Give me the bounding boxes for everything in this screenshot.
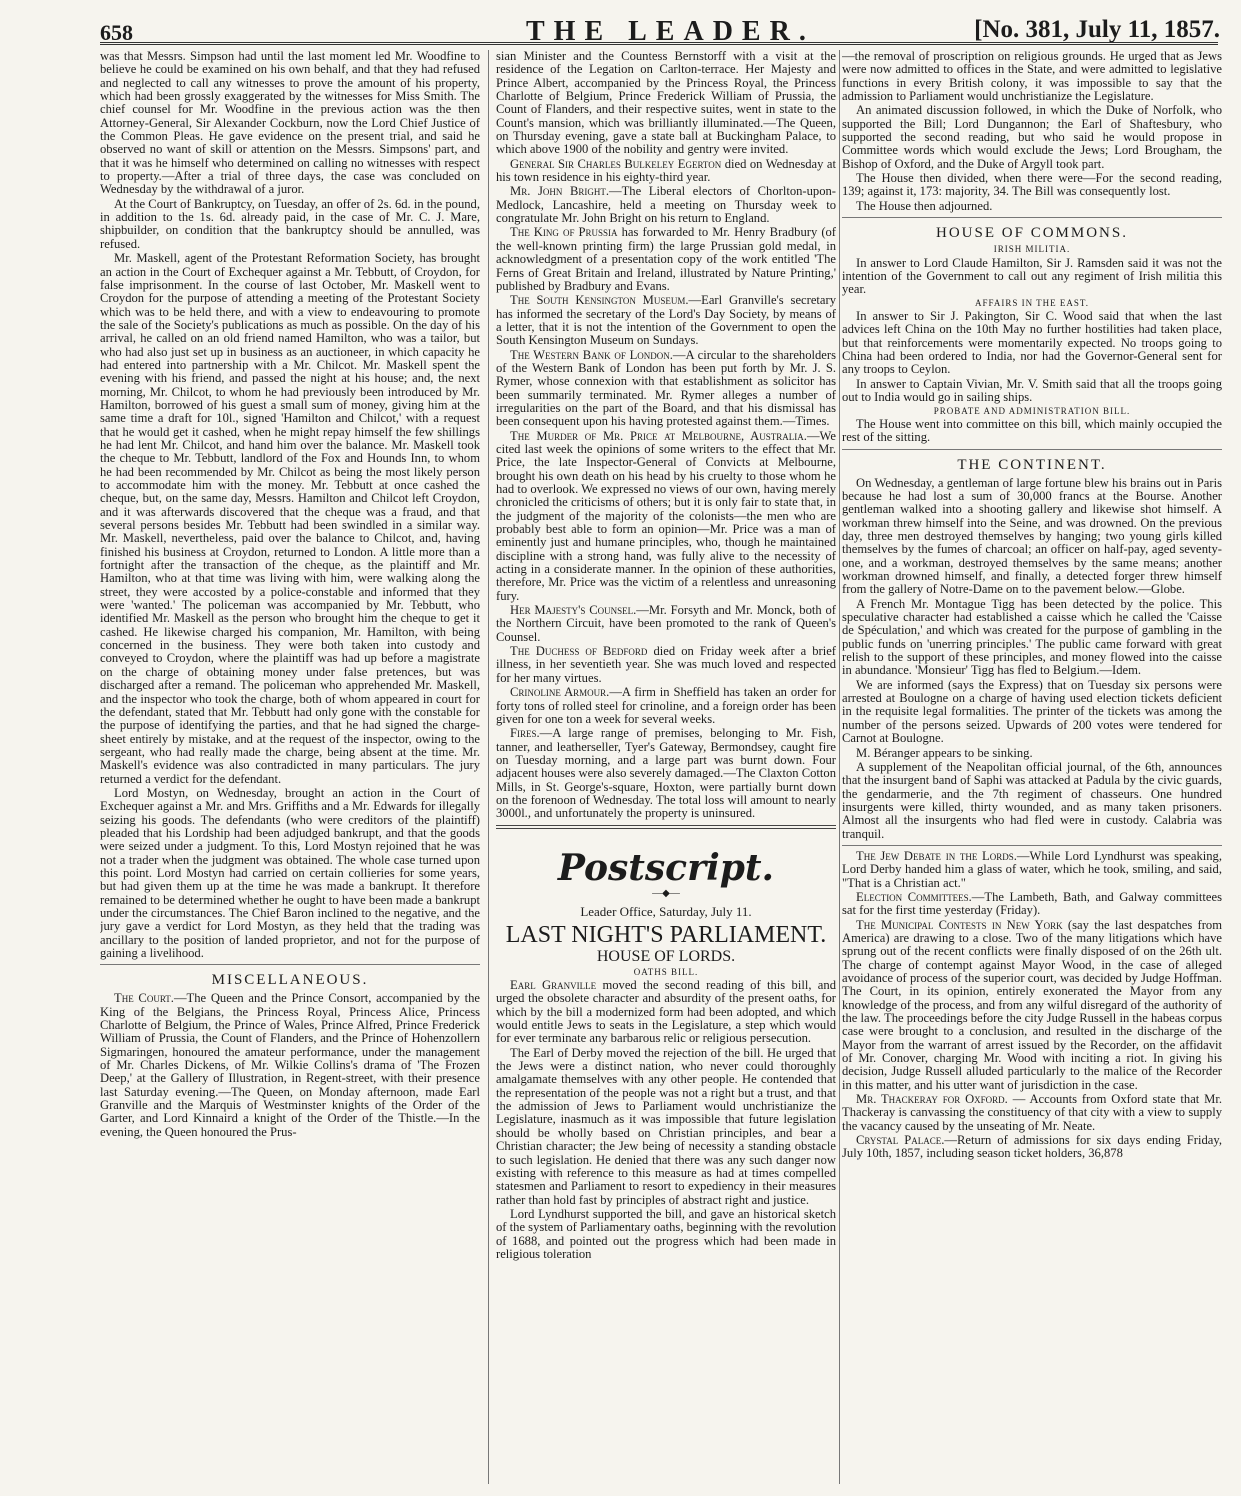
postscript-heading: Postscript. bbox=[557, 846, 775, 889]
article-paragraph: The Earl of Derby moved the rejection of the bill. He urged that the Jews were a distinct nation, who never could thoroughly amalgamate themselves with any other people. He contended that the representation of the people was not a right but a trust, and that the admission of Jews to Parliament would unchristianize the Legislature, inasmuch as it was impossible that future legislation should be wholly based on Christian principles, and bear a Christian character; the Jew being of necessity a standing obstacle to such legislation. He denied that there was any such danger now existing with reference to this measure as had at times compelled statesmen and Parliament to resort to expediency in their measures rather than hold fast by principles of abstract right and justice. bbox=[496, 1045, 836, 1207]
house-of-lords-heading: HOUSE OF LORDS. bbox=[596, 947, 736, 965]
news-item bbox=[496, 294, 836, 347]
item-text: —A firm in Sheffield has taken an order for forty tons of rolled steel for crinoline, and a foreign order has been given for one ton a week for several weeks. bbox=[496, 685, 836, 726]
item-lead: The King of Prussia bbox=[510, 225, 618, 240]
column-divider bbox=[488, 50, 489, 1484]
article-paragraph: The House then adjourned. bbox=[856, 198, 993, 213]
news-item bbox=[842, 850, 1222, 890]
column-3 bbox=[842, 50, 1222, 1484]
news-item bbox=[496, 226, 836, 293]
news-item bbox=[496, 645, 836, 685]
article-paragraph: We are informed (says the Express) that on Tuesday six persons were arrested at Boulogne on a charge of having used election tickets deficient in the requisite legal formalities. The printer of the tickets was among the number of the persons seized. Upwards of 200 votes were tendered for Carnot at Boulogne. bbox=[842, 677, 1222, 746]
item-lead: The Western Bank of London. bbox=[510, 347, 673, 362]
house-of-commons-heading: HOUSE OF COMMONS. bbox=[936, 225, 1128, 242]
section-rule bbox=[842, 845, 1222, 846]
item-text: —Mr. Forsyth and Mr. Monck, both of the Northern Circuit, have been promoted to the rank of Queen's Counsel. bbox=[496, 603, 836, 644]
article-paragraph: —the removal of proscription on religious grounds. He urged that as Jews were now admitted to offices in the State, and were admitted to legislative functions in every British colony, it was impossible to say that the admission to Parliament would unchristianize the Legislature. bbox=[842, 50, 1222, 104]
news-item bbox=[842, 1134, 1222, 1161]
item-text: — Accounts from Oxford state that Mr. Thackeray is canvassing the constituency of that city with a view to supply the vacancy caused by the unseating of Mr. Neate. bbox=[842, 1092, 1222, 1133]
paragraph-text: —The Queen and the Prince Consort, accompanied by the King of the Belgians, the Princess Royal, Princess Alice, Princess Charlotte of Belgium, the Prince of Wales, Prince Alfred, Prince Frederick William of Prussia, the Count of Flanders, and the Prince of Hohenzollern Sigmaringen, honoured the amateur performance, under the management of Mr. Charles Dickens, of Mr. Wilkie Collins's drama of 'The Frozen Deep,' at the Gallery of Illustration, in Regent-street, with their presence last Saturday evening.—The Queen, on Monday afternoon, made Earl Granville and the Marquis of Westminster knights of the Order of the Garter, and Lord Kinnaird a knight of the Order of the Thistle.—In the evening, the Queen honoured the Prus- bbox=[100, 991, 480, 1139]
article-paragraph: M. Béranger appears to be sinking. bbox=[856, 745, 1033, 760]
article-paragraph: In answer to Captain Vivian, Mr. V. Smith said that all the troops going out to India would go in sailing ships. bbox=[842, 376, 1222, 405]
news-item bbox=[496, 686, 836, 726]
item-text: —The Lambeth, Bath, and Galway committees sat for the first time yesterday (Friday). bbox=[842, 889, 1222, 918]
newspaper-title: THE LEADER. bbox=[526, 16, 815, 47]
subheading-affairs-east: AFFAIRS IN THE EAST. bbox=[974, 297, 1089, 308]
item-lead: Crinoline Armour. bbox=[510, 685, 610, 700]
item-text: —Return of admissions for six days ending Friday, July 10th, 1857, including season ticket holders, 36,878 bbox=[842, 1133, 1222, 1161]
article-paragraph: was that Messrs. Simpson had until the last moment led Mr. Woodfine to believe he could be examined on his own behalf, and that they had refused and neglected to call any witnesses to prove the amount of his property, which had been grossly exaggerated by the witnesses for Miss Smith. The chief counsel for Mr. Woodfine in the previous action was the then Attorney-General, Sir Alexander Cockburn, now the Lord Chief Justice of the Common Pleas. He gave evidence on the present trial, and said he observed no want of skill or attention on the Messrs. Simpsons' part, and that it was he himself who determined on calling no witnesses with respect to property.—After a trial of three days, the case was concluded on Wednesday by the withdrawal of a juror. bbox=[100, 50, 480, 197]
item-lead: Election Committees. bbox=[856, 889, 972, 904]
paragraph-lead: Earl Granville bbox=[510, 978, 597, 993]
item-text: (say the last despatches from America) are drawing to a close. Two of the many litigations which have sprung out of the recent conflicts were finally disposed of on the 26th ult. The charge of contempt against Mayor Wood, in the case of alleged avoidance of process of the superior court, was decided by Judge Hoffman. The Court, in its opinion, entirely exonerated the Mayor from any knowledge of the process, and from any wilful disregard of the authority of the law. The proceedings before the city Judge Russell in the habeas corpus case were brought to a conclusion, and resulted in the discharge of the Mayor from the warrant of arrest issued by the Recorder, on the affidavit of Mr. Conover, charging Mr. Wood with inciting a riot. In giving his decision, Judge Russell alluded particularly to the malice of the Recorder in this matter, and his utter want of jurisdiction in the case. bbox=[842, 917, 1222, 1092]
article-paragraph: An animated discussion followed, in which the Duke of Norfolk, who supported the Bill; Lord Dungannon; the Earl of Shaftesbury, who supported the second reading, but who said he would propose in Committee words which would exclude the Jews; Lord Brougham, the Bishop of Oxford, and the Duke of Argyll took part. bbox=[842, 103, 1222, 171]
subheading-oaths-bill: OATHS BILL. bbox=[633, 966, 699, 977]
dateline: Leader Office, Saturday, July 11. bbox=[580, 904, 752, 920]
article-paragraph: sian Minister and the Countess Bernstorff with a visit at the residence of the Legation on Carlton-terrace. Her Majesty and Prince Albert, accompanied by the Princess Royal, the Princess Charlotte of Belgium, Prince Frederick William of Prussia, the Count of Flanders, and their respective suites, went in state to the Count's mansion, which was brilliantly illuminated.—The Queen, on Thursday evening, gave a state ball at Buckingham Palace, to which above 1900 of the nobility and gentry were invited. bbox=[496, 50, 836, 157]
item-lead: Fires. bbox=[510, 726, 540, 741]
news-item bbox=[496, 158, 836, 185]
news-item bbox=[496, 349, 836, 429]
item-lead: The Duchess of Bedford bbox=[510, 644, 648, 659]
article-paragraph: A supplement of the Neapolitan official journal, of the 6th, announces that the insurgent band of Saphi was attacked at Padula by the civic guards, the gendarmerie, and the 7th regiment of chasseurs. One hundred insurgents were killed, thirty wounded, and as many taken prisoners. Almost all the insurgents who had fled were in custody. Calabria was tranquil. bbox=[842, 759, 1222, 841]
item-lead: The Municipal Contests in New York bbox=[856, 917, 1063, 932]
item-text: has forwarded to Mr. Henry Bradbury (of the well-known printing firm) the large Prussian gold medal, in acknowledgment of a presentation copy of the work entitled 'The Ferns of Great Britain and Ireland, illustrated by Nature Printing,' published by Bradbury and Evans. bbox=[496, 225, 836, 293]
paragraph-text: moved the second reading of this bill, and urged the obsolete character and absurdity of the present oaths, for which by the bill a modernized form had been adopted, and which would entitle Jews to seats in the Legislature, a step which would for ever terminate any barbarous relic or religious persecution. bbox=[496, 978, 836, 1046]
article-paragraph bbox=[496, 979, 836, 1046]
news-item bbox=[496, 185, 836, 225]
news-item bbox=[496, 604, 836, 644]
section-rule bbox=[842, 449, 1222, 450]
article-paragraph: On Wednesday, a gentleman of large fortune blew his brains out in Paris because he had lost a sum of 30,000 francs at the Bourse. Another gentleman walked into a shooting gallery and likewise shot himself. A workman threw himself into the Seine, and was drowned. On the previous day, three men destroyed themselves by hanging; two young girls killed themselves by the fumes of charcoal; an officer on half-pay, aged seventy-one, and a workman, destroyed themselves by the same means; another workman drowned himself, and finally, a detected forger threw himself from the gallery of Notre-Dame on to the pavement below.—Globe. bbox=[842, 475, 1222, 597]
item-text: died on Wednesday at his town residence in his eighty-third year. bbox=[496, 156, 836, 185]
item-text: —Earl Granville's secretary has informed the secretary of the Lord's Day Society, by means of a letter, that it is not the intention of the Government to open the South Kensington Museum on Sundays. bbox=[496, 293, 836, 348]
item-lead: Mr. Thackeray for Oxford. bbox=[856, 1092, 1008, 1107]
article-paragraph: The House went into committee on this bill, which mainly occupied the rest of the sitting. bbox=[842, 417, 1222, 445]
item-lead: Crystal Palace. bbox=[856, 1133, 945, 1148]
article-paragraph: Mr. Maskell, agent of the Protestant Reformation Society, has brought an action in the Court of Exchequer against a Mr. Tebbutt, of Croydon, for false imprisonment. In the course of last October, Mr. Maskell went to Croydon for the purpose of attending a meeting of the Protestant Society which was to be held there, and with a view to endeavouring to promote the sale of the Society's publications as much as possible. On the day of his arrival, he called on an old friend named Hamilton, who was a tailor, but who had also just set up in business as an auctioneer, in which capacity he had entered into partnership with a Mr. Chilcot. Mr. Maskell spent the evening with his friend, and passed the night at his house; and, the next morning, Mr. Chilcot, to whom he had previously been introduced by Mr. Hamilton, borrowed of his guest a small sum of money, giving him at the same time a draft for 10l., signed 'Hamilton and Chilcot,' with a request that he would get it cashed, when he might repay himself the few shillings he had lent Mr. Chilcot, and hand him over the balance. Mr. Maskell took the cheque to Mr. Tebbutt, landlord of the Fox and Hounds Inn, to whom he had been recommended by Mr. Chilcot as being the most likely person to accommodate him with the money. Mr. Tebbutt at once cashed the cheque, but, on the same day, Messrs. Hamilton and Chilcot left Croydon, and it was afterwards discovered that the cheque was a fraud, and that several persons besides Mr. Tebbutt had been swindled in a similar way. Mr. Maskell, nevertheless, paid over the balance to Chilcot, and, having finished his business at Croydon, returned to London. A little more than a fortnight after the transaction of the cheque, as the plaintiff and Mr. Hamilton, who at that time was living with him, were walking along the street, they were accosted by a police-constable and informed that they were 'wanted.' The policeman was accompanied by Mr. Tebbutt, who identified Mr. Maskell as the person who brought him the cheque to get it cashed. He likewise charged his companion, Mr. Hamilton, with being concerned in the business. They were both taken into custody and conveyed to Croydon, where the plaintiff was had up before a magistrate on the charge of obtaining money under false pretences, but was discharged after a remand. The policeman who apprehended Mr. Maskell, and the inspector who took the charge, both of whom appeared in court for the defendant, stated that Mr. Tebbutt had only gone with the constable for the purpose of identifying the parties, and that he had signed the charge-sheet entirely by mistake, and at the request of the inspector, owing to the sergeant, who had really made the charge, being absent at the time. Mr. Maskell's evidence was also contradicted in many particulars. The jury returned a verdict for the defendant. bbox=[100, 251, 480, 786]
issue-info: [No. 381, July 11, 1857. bbox=[974, 16, 1220, 43]
parliament-heading: LAST NIGHT'S PARLIAMENT. bbox=[505, 922, 827, 949]
article-paragraph: At the Court of Bankruptcy, on Tuesday, an offer of 2s. 6d. in the pound, in addition to the 1s. 6d. already paid, in the case of Mr. C. J. Mare, shipbuilder, on condition that the bankruptcy should be annulled, was refused. bbox=[100, 196, 480, 251]
article-paragraph: In answer to Sir J. Pakington, Sir C. Wood said that when the last advices left China on the 10th May no further hostilities had taken place, but that reinforcements were momentarily expected. No troops going to China had been ordered to India, nor had the Governor-General sent for any troops to Ceylon. bbox=[842, 309, 1222, 377]
page-number: 658 bbox=[100, 20, 133, 45]
item-lead: The Murder of Mr. Price at Melbourne, Australia. bbox=[510, 428, 807, 443]
column-2 bbox=[496, 50, 836, 1484]
ornament-divider: —◆— bbox=[652, 887, 680, 899]
news-item bbox=[496, 430, 836, 603]
subheading-probate: PROBATE AND ADMINISTRATION BILL. bbox=[933, 405, 1131, 416]
paragraph-lead: The Court. bbox=[114, 991, 174, 1006]
article-paragraph bbox=[100, 992, 480, 1139]
section-heading-miscellaneous: MISCELLANEOUS. bbox=[211, 972, 369, 989]
page-header bbox=[100, 6, 1220, 47]
item-text: —While Lord Lyndhurst was speaking, Lord Derby handed him a glass of water, which he took, smiling, and said, "That is a Christian act." bbox=[842, 848, 1222, 890]
item-text: —We cited last week the opinions of some writers to the effect that Mr. Price, the late Inspector-General of Convicts at Melbourne, brought his own death on his head by his cruelty to those whom he had to overlook. We expressed no views of our own, having merely chronicled the criticisms of others; but it is only fair to state that, in the judgment of the majority of the colonists—the men who are probably best able to form an opinion—Mr. Price was a man of eminently just and humane principles, who, though he maintained discipline with a strong hand, was fully alive to the necessity of acting in a considerate manner. In the opinion of these authorities, therefore, Mr. Price was the victim of a relentless and unreasoning fury. bbox=[496, 428, 836, 603]
column-divider bbox=[839, 50, 840, 1484]
item-text: —The Liberal electors of Chorlton-upon-Medlock, Lancashire, held a meeting on Thursday week to congratulate Mr. John Bright on his return to England. bbox=[496, 184, 836, 226]
section-rule bbox=[496, 825, 836, 829]
item-text: died on Friday week after a brief illness, in her seventieth year. She was much loved and respected for her many virtues. bbox=[496, 644, 836, 685]
column-1 bbox=[100, 50, 480, 1484]
item-lead: Mr. John Bright. bbox=[510, 184, 610, 199]
subheading-irish-militia: IRISH MILITIA. bbox=[993, 244, 1071, 255]
section-rule bbox=[842, 217, 1222, 218]
item-lead: The Jew Debate in the Lords. bbox=[856, 848, 1017, 863]
news-item bbox=[842, 919, 1222, 1092]
continent-heading: THE CONTINENT. bbox=[957, 456, 1107, 473]
item-lead: Her Majesty's Counsel. bbox=[510, 603, 637, 618]
article-paragraph: The House then divided, when there were—For the second reading, 139; against it, 173: majority, 34. The Bill was consequently lost. bbox=[842, 171, 1222, 199]
item-text: —A large range of premises, belonging to Mr. Fish, tanner, and leatherseller, Tyer's Gateway, Bermondsey, caught fire on Tuesday morning, and a large part was burnt down. Four adjacent houses were also severely damaged.—The Claxton Cotton Mills, in St. George's-square, Hoxton, were partially burnt down on the forenoon of Wednesday. The total loss will amount to nearly 3000l., and unfortunately the property is uninsured. bbox=[496, 726, 836, 821]
news-item bbox=[842, 891, 1222, 918]
section-rule bbox=[100, 964, 480, 965]
header-rule bbox=[100, 42, 1218, 49]
news-item bbox=[496, 727, 836, 820]
item-text: —A circular to the shareholders of the Western Bank of London has been put forth by Mr. J. S. Rymer, whose connexion with that establishment as solicitor has been summarily terminated. Mr. Rymer alleges a number of irregularities on the part of the Board, and that his dismissal has been consequent upon his having protested against them.—Times. bbox=[496, 347, 836, 429]
article-paragraph: In answer to Lord Claude Hamilton, Sir J. Ramsden said it was not the intention of the Government to call out any regiment of Irish militia this year. bbox=[842, 255, 1222, 297]
article-paragraph: A French Mr. Montague Tigg has been detected by the police. This speculative character had established a caisse which he called the 'Caisse de Spéculation,' and which was created for the purpose of gambling in the public funds on 'unerring principles.' The public came forward with great relish to the support of these principles, and money flowed into the caisse in abundance. 'Monsieur' Tigg has fled to Belgium.—Idem. bbox=[842, 596, 1222, 678]
item-lead: The South Kensington Museum. bbox=[510, 293, 689, 308]
news-item bbox=[842, 1093, 1222, 1133]
article-paragraph: Lord Mostyn, on Wednesday, brought an action in the Court of Exchequer against a Mr. and Mrs. Griffiths and a Mr. Edwards for illegally seizing his goods. The defendants (who were creditors of the plaintiff) pleaded that his Lordship had been adjudged bankrupt, and that the goods were seized under a judgment. To this, Lord Mostyn rejoined that he was not a trader when the judgment was obtained. The whole case turned upon this point. Lord Mostyn had carried on certain collieries for some years, but had given them up at the time he was made a bankrupt. It therefore remained to be determined whether he ought to have been made a bankrupt under the circumstances. The Chief Baron inclined to the negative, and the jury gave a verdict for Lord Mostyn, as they held that the trading was ancillary to the position of landed proprietor, and not for the purpose of gaining a livelihood. bbox=[100, 785, 480, 961]
item-lead: General Sir Charles Bulkeley Egerton bbox=[510, 156, 722, 171]
article-paragraph: Lord Lyndhurst supported the bill, and gave an historical sketch of the system of Parliamentary oaths, beginning with the revolution of 1688, and pointed out the progress which had been made in religious toleration bbox=[496, 1206, 836, 1261]
